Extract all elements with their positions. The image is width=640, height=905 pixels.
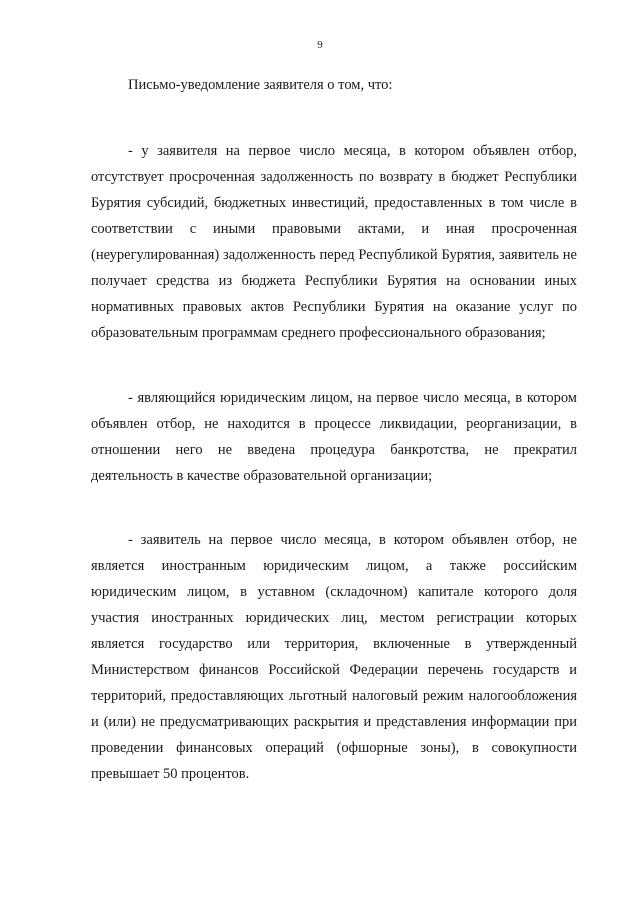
page-number: 9	[317, 39, 323, 51]
document-heading: Письмо-уведомление заявителя о том, что:	[128, 77, 393, 93]
paragraph-foreign-entity-conditions: - заявитель на первое число месяца, в котором объявлен отбор, не является иностранным юридическим лицом, а также российским юридическим лицом, в уставном (складочном) капитале которого доля участия иностранных юридических лиц, местом регистрации которых является государство или территория, включенные в утвержденный Министерством финансов Российской Федерации перечень государств и территорий, предоставляющих льготный налоговый режим налогообложения и (или) не предусматривающих раскрытия и представления информации при проведении финансовых операций (офшорные зоны), в совокупности превышает 50 процентов.	[91, 531, 577, 782]
paragraph-liquidation-conditions: - являющийся юридическим лицом, на первое число месяца, в котором объявлен отбор, не находится в процессе ликвидации, реорганизации, в отношении него не введена процедура банкротства, не прекратил деятельность в качестве образовательной организации;	[91, 389, 577, 484]
paragraph-debt-conditions: - у заявителя на первое число месяца, в котором объявлен отбор, отсутствует просроченная задолженность по возврату в бюджет Республики Бурятия субсидий, бюджетных инвестиций, предоставленных в том числе в соответствии с иными правовыми актами, и иная просроченная (неурегулированная) задолженность перед Республикой Бурятия, заявитель не получает средства из бюджета Республики Бурятия на основании иных нормативных правовых актов Республики Бурятия на оказание услуг по образовательным программам среднего профессионального образования;	[91, 142, 577, 341]
